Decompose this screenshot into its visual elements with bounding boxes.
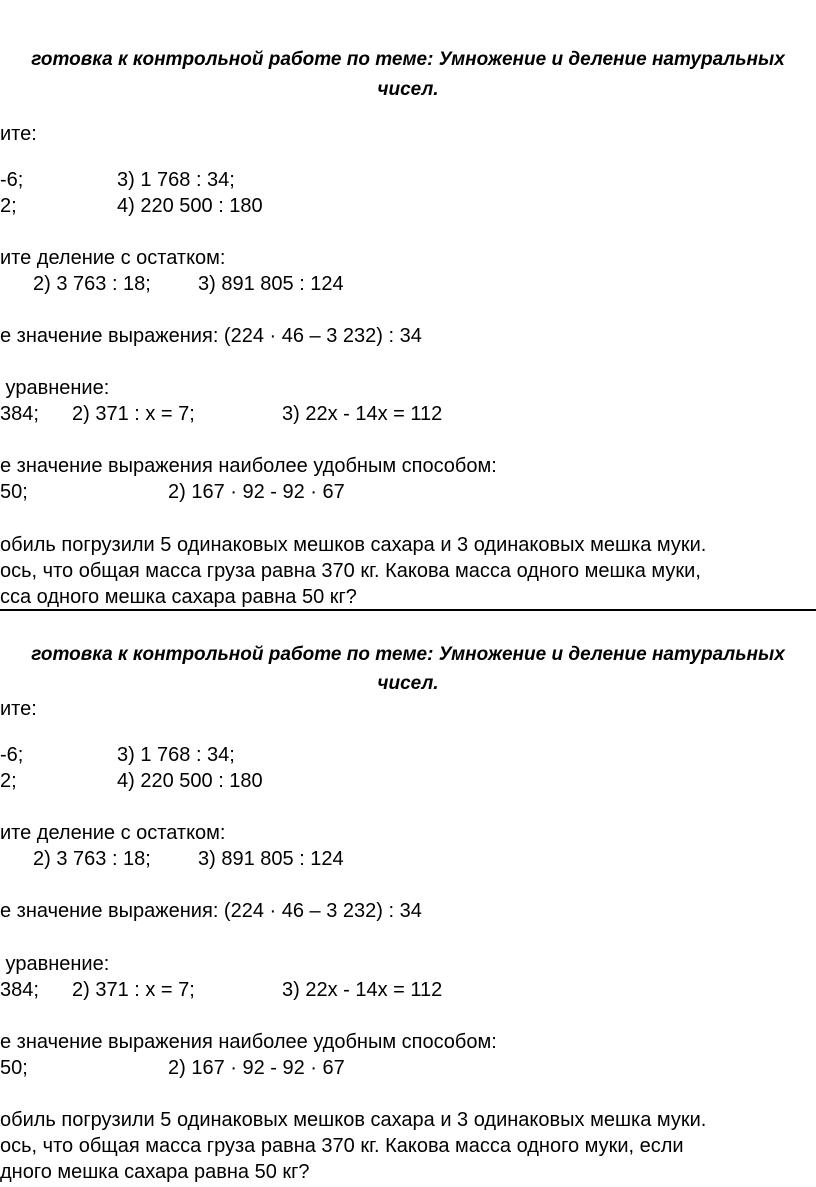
task6-line3: дного мешка сахара равна 50 кг? (0, 1161, 310, 1183)
task5-heading: е значение выражения наиболее удобным способом: (0, 1031, 497, 1053)
task5-item2: 2) 167 · 92 - 92 · 67 (168, 481, 345, 503)
task6-line2: ось, что общая масса груза равна 370 кг. Какова масса одного мешка муки, (0, 560, 701, 582)
task1-item3: 3) 1 768 : 34; (117, 744, 235, 766)
task5-item2: 2) 167 · 92 - 92 · 67 (168, 1057, 345, 1079)
worksheet-title-cont: чисел. (377, 673, 439, 694)
task2-heading: ите деление с остатком: (0, 247, 226, 269)
task1-item3: 3) 1 768 : 34; (117, 169, 235, 191)
task4-item3: 3) 22x - 14x = 112 (282, 403, 443, 425)
task2-item3: 3) 891 805 : 124 (198, 273, 344, 295)
task1-heading: ите: (0, 123, 37, 145)
task5-item1: 50; (0, 1057, 28, 1079)
task2-item3: 3) 891 805 : 124 (198, 848, 344, 870)
task2-item2: 2) 3 763 : 18; (33, 848, 151, 870)
task5-heading: е значение выражения наиболее удобным способом: (0, 455, 497, 477)
task1-item4: 4) 220 500 : 180 (117, 195, 263, 217)
task4-item3: 3) 22x - 14x = 112 (282, 979, 443, 1001)
task6-line1: обиль погрузили 5 одинаковых мешков сахара и 3 одинаковых мешка муки. (0, 534, 707, 556)
worksheet-title: готовка к контрольной работе по теме: Умножение и деление натуральных (31, 644, 785, 665)
task5-item1: 50; (0, 481, 28, 503)
worksheet-title-cont: чисел. (377, 79, 439, 100)
task6-line1: обиль погрузили 5 одинаковых мешков сахара и 3 одинаковых мешка муки. (0, 1109, 707, 1131)
task4-heading: уравнение: (0, 377, 110, 399)
task2-heading: ите деление с остатком: (0, 822, 226, 844)
task4-item1: 384; (0, 979, 39, 1001)
task4-heading: уравнение: (0, 953, 110, 975)
task1-item1: -6; (0, 169, 24, 191)
task4-item2: 2) 371 : x = 7; (72, 979, 195, 1001)
task1-heading: ите: (0, 698, 37, 720)
task6-line2: ось, что общая масса груза равна 370 кг. Какова масса одного муки, если (0, 1135, 684, 1157)
task2-item2: 2) 3 763 : 18; (33, 273, 151, 295)
task3: е значение выражения: (224 · 46 – 3 232) : 34 (0, 325, 422, 347)
task1-item2: 2; (0, 770, 17, 792)
task3: е значение выражения: (224 · 46 – 3 232) : 34 (0, 900, 422, 922)
task1-item2: 2; (0, 195, 17, 217)
worksheet-title: готовка к контрольной работе по теме: Умножение и деление натуральных (31, 49, 785, 70)
task6-line3: сса одного мешка сахара равна 50 кг? (0, 586, 357, 608)
task1-item1: -6; (0, 744, 24, 766)
task4-item1: 384; (0, 403, 39, 425)
cut-line (0, 609, 816, 611)
task1-item4: 4) 220 500 : 180 (117, 770, 263, 792)
task4-item2: 2) 371 : x = 7; (72, 403, 195, 425)
